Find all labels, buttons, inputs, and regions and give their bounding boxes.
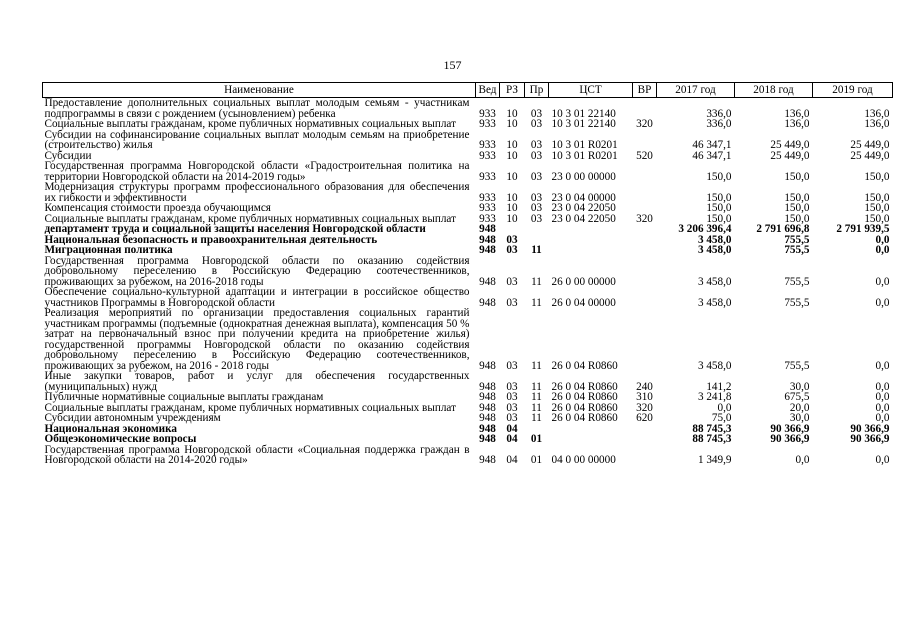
row-vr (633, 287, 657, 308)
table-row (43, 445, 893, 466)
row-value-2017: 88 745,3 (692, 422, 732, 435)
row-name: Государственная программа Новгородской области по оказанию содействия добровольному переселению в Российскую Федерацию соотечественников, проживающих за рубежом, на 2016-2018 годы (44, 254, 470, 288)
row-cst: 23 0 04 22050 (551, 202, 616, 214)
row-value-2017: 141,2 (706, 380, 732, 393)
table-row (43, 308, 893, 371)
row-pr: 03 (530, 202, 543, 214)
row-pr: 03 (530, 107, 543, 120)
table-row (43, 182, 893, 203)
row-cst: 26 0 04 R0860 (551, 380, 618, 393)
row-cst: 26 0 04 R0860 (551, 391, 618, 403)
row-vr (633, 98, 657, 120)
row-cst: 10 3 01 R0201 (551, 139, 618, 151)
row-value-2018: 755,5 (784, 359, 810, 372)
row-name: Субсидии автономным учреждениям (44, 412, 221, 424)
row-value-2019: 136,0 (864, 118, 890, 130)
column-header: ВР (633, 83, 657, 98)
row-value-2019: 0,0 (875, 359, 890, 372)
row-name: Реализация мероприятий по организации предоставления социальных гарантий участникам программы (подъемные (однократная денежная выплата), компенсация 50 % затрат на первоначальный взнос при получении кредита на приобретение жилья) государственной программы Новгородской области по оказанию содействия добровольному переселению в Российскую Федерацию соотечественников, проживающих за рубежом, на 2016 - 2018 годы (44, 307, 470, 372)
row-value-2019: 0,0 (875, 380, 890, 393)
row-value-2018: 90 366,9 (770, 422, 810, 435)
row-cst (549, 224, 633, 235)
column-header: Наименование (43, 83, 476, 98)
row-ved: 933 (479, 118, 496, 130)
row-rz: 10 (506, 107, 518, 120)
row-ved: 933 (479, 149, 496, 162)
row-value-2017: 3 458,0 (697, 244, 732, 256)
row-rz: 10 (506, 191, 518, 204)
row-ved: 948 (479, 391, 496, 403)
row-pr: 11 (531, 359, 542, 372)
row-value-2019: 25 449,0 (850, 139, 890, 151)
row-vr: 320 (636, 212, 653, 225)
row-name: департамент труда и социальной защиты населения Новгородской области (44, 223, 426, 235)
column-header: 2019 год (813, 83, 893, 98)
row-name: Иные закупки товаров, работ и услуг для обеспечения государственных (муниципальных) нужд (44, 370, 470, 393)
row-value-2017: 46 347,1 (692, 149, 732, 162)
row-name: Социальные выплаты гражданам, кроме публичных нормативных социальных выплат (44, 212, 456, 225)
row-value-2018: 150,0 (784, 212, 810, 225)
row-cst (549, 235, 633, 246)
row-cst: 10 3 01 22140 (551, 107, 616, 120)
row-rz: 03 (506, 233, 518, 246)
row-value-2018: 150,0 (784, 170, 810, 183)
row-pr (525, 224, 549, 235)
row-value-2017: 3 458,0 (697, 233, 732, 246)
row-cst (549, 245, 633, 256)
row-ved: 948 (479, 244, 496, 256)
row-value-2019: 90 366,9 (850, 422, 890, 435)
row-name: Национальная экономика (44, 422, 177, 435)
row-value-2017: 3 241,8 (697, 391, 732, 403)
row-pr: 01 (530, 433, 543, 445)
row-name: Субсидии (44, 149, 92, 162)
row-ved: 948 (479, 380, 496, 393)
row-ved: 933 (479, 139, 496, 151)
row-rz: 04 (506, 433, 518, 445)
table-header-row (43, 83, 893, 98)
row-rz: 03 (506, 359, 518, 372)
row-value-2019: 25 449,0 (850, 149, 890, 162)
row-name: Общеэкономические вопросы (44, 433, 197, 445)
row-pr: 03 (530, 149, 543, 162)
row-value-2017: 75,0 (711, 412, 732, 424)
row-value-2018: 2 791 696,8 (756, 223, 810, 235)
row-ved: 948 (479, 401, 496, 414)
row-ved: 948 (479, 223, 496, 235)
row-ved: 948 (479, 296, 496, 309)
column-header: Пр (525, 83, 549, 98)
row-rz: 10 (506, 139, 518, 151)
page-number: 157 (443, 58, 462, 72)
row-name: Государственная программа Новгородской области «Градостроительная политика на территории Новгородской области на 2014-2019 годы» (44, 160, 470, 183)
row-cst: 26 0 04 00000 (551, 296, 616, 309)
row-cst: 23 0 00 00000 (551, 170, 616, 183)
row-pr: 01 (530, 454, 543, 466)
row-value-2017: 150,0 (706, 191, 732, 204)
table-row (43, 224, 893, 235)
row-value-2017: 3 458,0 (697, 359, 732, 372)
row-cst: 04 0 00 00000 (551, 454, 616, 466)
row-value-2019: 150,0 (864, 202, 890, 214)
row-pr: 03 (530, 118, 543, 130)
row-vr (633, 308, 657, 371)
table-row (43, 203, 893, 214)
row-pr: 03 (530, 139, 543, 151)
row-value-2017: 0,0 (717, 401, 732, 414)
row-value-2017: 88 745,3 (692, 433, 732, 445)
row-rz: 03 (506, 296, 518, 309)
row-cst: 23 0 04 22050 (551, 212, 616, 225)
row-pr: 11 (531, 244, 542, 256)
row-pr: 03 (530, 191, 543, 204)
row-pr: 03 (530, 212, 543, 225)
row-vr (633, 203, 657, 214)
column-header: РЗ (500, 83, 525, 98)
row-value-2018: 136,0 (784, 107, 810, 120)
table-row (43, 119, 893, 130)
row-rz: 10 (506, 212, 518, 225)
row-value-2019: 2 791 939,5 (836, 223, 890, 235)
row-ved: 933 (479, 170, 496, 183)
row-value-2019: 0,0 (875, 401, 890, 414)
row-value-2019: 150,0 (864, 170, 890, 183)
row-vr: 240 (636, 380, 653, 393)
row-value-2019: 0,0 (875, 275, 890, 288)
row-value-2019: 150,0 (864, 191, 890, 204)
row-vr (633, 434, 657, 445)
row-rz: 04 (506, 422, 518, 435)
row-value-2017: 3 458,0 (697, 275, 732, 288)
row-cst: 26 0 00 00000 (551, 275, 616, 288)
row-value-2018: 755,5 (784, 275, 810, 288)
row-pr: 11 (531, 412, 542, 424)
row-value-2018: 136,0 (784, 118, 810, 130)
row-vr: 310 (636, 391, 653, 403)
row-vr (633, 224, 657, 235)
row-ved: 948 (479, 422, 496, 435)
row-rz: 10 (506, 170, 518, 183)
row-rz: 03 (506, 412, 518, 424)
row-name: Обеспечение социально-культурной адаптации и интеграции в российское общество участников Программы в Новгородской области (44, 286, 470, 309)
row-name: Публичные нормативные социальные выплаты гражданам (44, 391, 324, 403)
row-value-2019: 0,0 (875, 412, 890, 424)
row-value-2018: 150,0 (784, 202, 810, 214)
table-row (43, 256, 893, 288)
row-vr: 520 (636, 149, 653, 162)
table-row (43, 434, 893, 445)
row-rz: 03 (506, 401, 518, 414)
row-ved: 933 (479, 212, 496, 225)
row-ved: 948 (479, 454, 496, 466)
row-cst: 23 0 04 00000 (551, 191, 616, 204)
row-vr (633, 130, 657, 151)
row-value-2017: 150,0 (706, 170, 732, 183)
row-value-2018: 20,0 (789, 401, 810, 414)
row-ved: 948 (479, 359, 496, 372)
row-value-2018: 0,0 (795, 454, 810, 466)
row-vr (633, 424, 657, 435)
row-rz: 10 (506, 149, 518, 162)
row-name: Национальная безопасность и правоохранительная деятельность (44, 233, 378, 246)
row-name: Предоставление дополнительных социальных выплат молодым семьям - участникам подпрограммы в связи с рождением (усыновлением) ребенка (44, 97, 470, 120)
row-value-2018: 675,5 (784, 391, 810, 403)
table-row (43, 98, 893, 120)
row-rz: 03 (506, 244, 518, 256)
row-vr: 320 (636, 118, 653, 130)
row-rz (500, 224, 525, 235)
row-vr (633, 182, 657, 203)
row-vr (633, 245, 657, 256)
row-rz: 03 (506, 275, 518, 288)
row-value-2018: 755,5 (784, 244, 810, 256)
row-name: Субсидии на софинансирование социальных выплат молодым семьям на приобретение (строительство) жилья (44, 128, 470, 151)
column-header: Вед (476, 83, 500, 98)
row-ved: 933 (479, 191, 496, 204)
row-value-2018: 90 366,9 (770, 433, 810, 445)
row-cst (549, 424, 633, 435)
row-name: Государственная программа Новгородской области «Социальная поддержка граждан в Новгородской области на 2014-2020 годы» (44, 443, 470, 466)
row-rz: 03 (506, 380, 518, 393)
row-cst: 26 0 04 R0860 (551, 401, 618, 414)
row-value-2018: 30,0 (789, 380, 810, 393)
row-rz: 04 (506, 454, 518, 466)
row-pr: 11 (531, 391, 542, 403)
table-row (43, 413, 893, 424)
row-value-2017: 1 349,9 (697, 454, 732, 466)
table-row (43, 287, 893, 308)
row-pr: 11 (531, 275, 542, 288)
row-value-2019: 0,0 (875, 244, 890, 256)
row-ved: 933 (479, 202, 496, 214)
column-header: 2018 год (735, 83, 813, 98)
row-value-2019: 136,0 (864, 107, 890, 120)
row-cst (549, 434, 633, 445)
row-cst: 10 3 01 R0201 (551, 149, 618, 162)
row-ved: 948 (479, 275, 496, 288)
row-value-2017: 150,0 (706, 212, 732, 225)
row-ved: 948 (479, 233, 496, 246)
row-ved: 933 (479, 107, 496, 120)
row-value-2018: 25 449,0 (770, 149, 810, 162)
row-value-2019: 0,0 (875, 391, 890, 403)
table-row (43, 392, 893, 403)
row-pr: 03 (530, 170, 543, 183)
row-value-2017: 336,0 (706, 118, 732, 130)
row-cst: 26 0 04 R0860 (551, 359, 618, 372)
budget-table (42, 82, 893, 466)
row-value-2019: 0,0 (875, 296, 890, 309)
row-value-2019: 150,0 (864, 212, 890, 225)
row-vr (633, 235, 657, 246)
row-rz: 03 (506, 391, 518, 403)
row-vr (633, 161, 657, 182)
row-ved: 948 (479, 433, 496, 445)
row-name: Социальные выплаты гражданам, кроме публичных нормативных социальных выплат (44, 118, 456, 130)
row-value-2018: 25 449,0 (770, 139, 810, 151)
row-name: Модернизация структуры программ профессионального образования для обеспечения их гибкости и эффективности (44, 181, 470, 204)
row-vr: 620 (636, 412, 653, 424)
row-name: Социальные выплаты гражданам, кроме публичных нормативных социальных выплат (44, 401, 456, 414)
row-value-2017: 46 347,1 (692, 139, 732, 151)
row-value-2019: 0,0 (875, 233, 890, 246)
row-ved: 948 (479, 412, 496, 424)
table-body (43, 98, 893, 466)
row-value-2018: 755,5 (784, 233, 810, 246)
row-value-2018: 150,0 (784, 191, 810, 204)
row-value-2019: 90 366,9 (850, 433, 890, 445)
row-value-2018: 30,0 (789, 412, 810, 424)
table-row (43, 161, 893, 182)
table-row (43, 245, 893, 256)
column-header: 2017 год (657, 83, 735, 98)
row-rz: 10 (506, 202, 518, 214)
row-vr (633, 445, 657, 466)
row-vr: 320 (636, 401, 653, 414)
row-name: Компенсация стоимости проезда обучающимся (44, 202, 271, 214)
row-pr: 11 (531, 380, 542, 393)
row-cst: 26 0 04 R0860 (551, 412, 618, 424)
row-value-2019: 0,0 (875, 454, 890, 466)
row-value-2018: 755,5 (784, 296, 810, 309)
row-name: Миграционная политика (44, 244, 173, 256)
row-value-2017: 3 206 396,4 (678, 223, 732, 235)
row-value-2017: 336,0 (706, 107, 732, 120)
row-pr: 11 (531, 296, 542, 309)
table-row (43, 130, 893, 151)
row-cst: 10 3 01 22140 (551, 118, 616, 130)
row-rz: 10 (506, 118, 518, 130)
row-value-2017: 150,0 (706, 202, 732, 214)
row-pr: 11 (531, 401, 542, 414)
column-header: ЦСТ (549, 83, 633, 98)
table-row (43, 371, 893, 392)
row-vr (633, 256, 657, 288)
row-value-2017: 3 458,0 (697, 296, 732, 309)
